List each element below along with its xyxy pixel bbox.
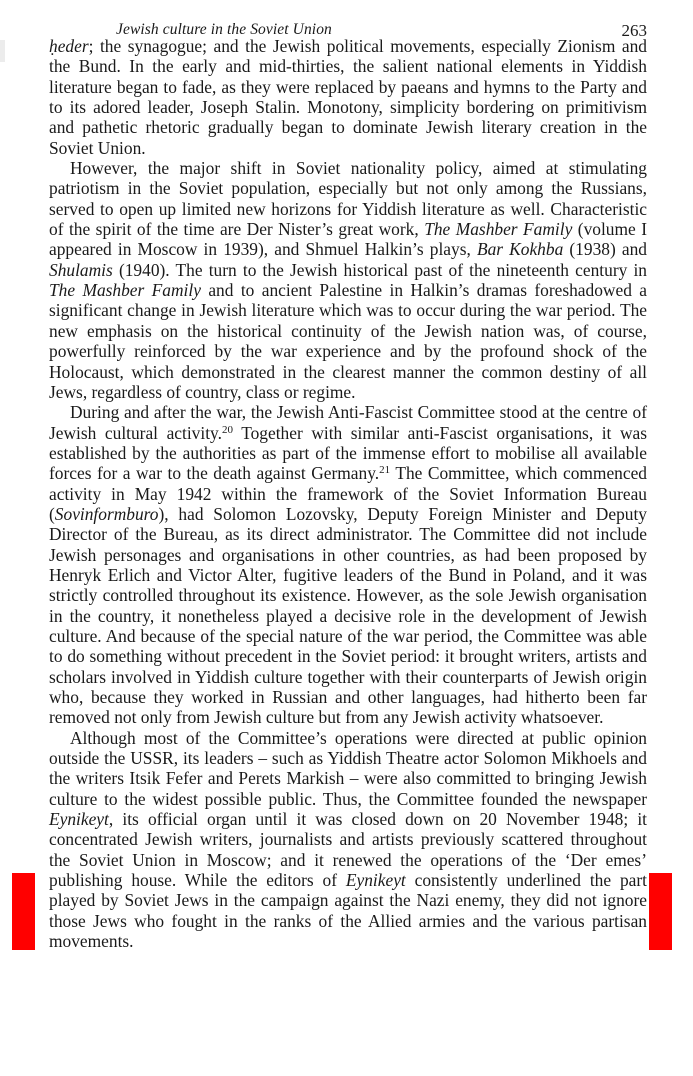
text-run: However, the major shift in Soviet nationality policy, aimed at stimulating patriotism in the Soviet population, especially but not only among the Russians, served to open up limited new horizons for Yiddish literature as well. Characteristic of the spirit of the time are Der Nister’s great work, xyxy=(49,158,647,240)
text-run: Together with similar anti-Fascist organisations, it was established by the authorities as part of the immense effort to mobilise all available forces for a war to the death against Germany. xyxy=(49,422,647,484)
footnote-ref: 20 xyxy=(221,423,233,436)
text-run: ; the synagogue; and the Jewish political movements, especially Zionism and the Bund. In the early and mid-thirties, the salient national elements in Yiddish literature began to fade, as they were replaced by paeans and hymns to the Party and to its adored leader, Joseph Stalin. Monotony, simplicity bordering on primitivism and pathetic rhetoric gradually began to dominate Jewish literary creation in the Soviet Union. xyxy=(49,36,647,158)
text-run: and to ancient Palestine in Halkin’s dramas foreshadowed a significant change in Jewish literature which was to occur during the war period. The new emphasis on the historical continuity of the Jewish nation was, of course, powerfully reinforced by the war experience and by the profound shock of the Holocaust, which demonstrated in the clearest manner the common destiny of all Jews, regardless of country, class or regime. xyxy=(49,280,647,402)
scan-edge-shadow xyxy=(0,40,5,62)
italic-title: The Mashber Family xyxy=(424,219,573,240)
italic-title: Eynikeyt xyxy=(49,809,109,830)
text-run: Although most of the Committee’s operations were directed at public opinion outside the USSR, its leaders – such as Yiddish Theatre actor Solomon Mikhoels and the writers Itsik Fefer and Perets Markish – were also committed to bringing Jewish culture to the widest possible public. Thus, the Committee founded the newspaper xyxy=(49,727,647,809)
text-run: During and after the war, the Jewish Anti-Fascist Committee stood at the centre of Jewish cultural activity. xyxy=(49,402,647,443)
paragraph-4 xyxy=(49,728,647,952)
italic-title: Shulamis xyxy=(49,259,113,280)
highlight-marker-left xyxy=(12,873,35,950)
footnote-ref: 21 xyxy=(379,464,391,477)
italic-title: The Mashber Family xyxy=(49,280,201,301)
text-run: (1938) and xyxy=(563,239,647,260)
italic-title: Bar Kokhba xyxy=(476,239,564,260)
paragraph-1 xyxy=(49,36,647,158)
italic-title: Eynikeyt xyxy=(345,870,406,891)
body-text xyxy=(49,36,647,951)
highlight-marker-right xyxy=(649,873,672,950)
text-run: The Committee, which commenced activity in May 1942 within the framework of the Soviet Information Bureau ( xyxy=(49,463,647,524)
italic-title: Sovinformburo xyxy=(54,503,159,524)
text-run: , its official organ until it was closed down on 20 November 1948; it concentrated Jewish writers, journalists and artists previously scattered throughout the Soviet Union in Moscow; and it renewed the operations of the ‘Der emes’ publishing house. While the editors of xyxy=(49,809,647,891)
text-run: (volume I appeared in Moscow in 1939), and Shmuel Halkin’s plays, xyxy=(49,219,647,260)
text-run: (1940). The turn to the Jewish historical past of the nineteenth century in xyxy=(112,259,647,280)
text-run: consistently underlined the part played by Soviet Jews in the campaign against the Nazi enemy, they did not ignore those Jews who fought in the ranks of the Allied armies and the various partisan movements. xyxy=(49,870,648,952)
page-number: 263 xyxy=(621,21,647,40)
paragraph-2 xyxy=(49,158,647,402)
paragraph-3 xyxy=(49,402,647,728)
running-title: Jewish culture in the Soviet Union xyxy=(116,21,332,38)
text-run: ), had Solomon Lozovsky, Deputy Foreign Minister and Deputy Director of the Bureau, as its direct administrator. The Committee did not include Jewish personages and organisations in other countries, as had been proposed by Henryk Erlich and Victor Alter, fugitive leaders of the Bund in Poland, and it was strictly controlled throughout its existence. However, as the sole Jewish organisation in the country, it nonetheless played a decisive role in the development of Jewish culture. And because of the special nature of the war period, the Committee was able to do something without precedent in the Soviet period: it brought writers, artists and scholars involved in Yiddish culture together with their counterparts of Jewish origin who, because they worked in Russian and other languages, had hitherto been far removed not only from Jewish culture but from any Jewish activity whatsoever. xyxy=(49,503,647,728)
italic-title: ḥeder xyxy=(49,36,89,56)
